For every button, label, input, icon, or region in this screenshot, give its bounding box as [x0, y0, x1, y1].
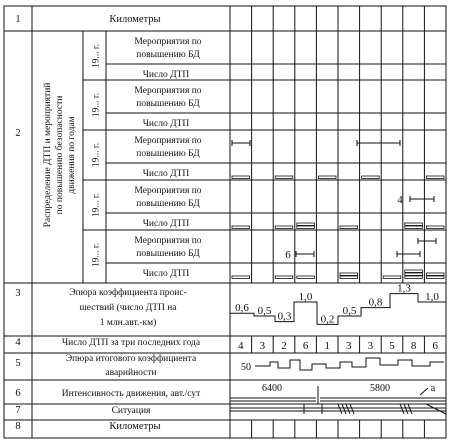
- accident-count: 4: [238, 340, 244, 352]
- svg-text:шествий (число ДТП на: шествий (число ДТП на: [79, 303, 177, 313]
- accidents-label: Число ДТП: [142, 269, 190, 279]
- svg-text:движения по годам: движения по годам: [67, 116, 77, 194]
- coefficient-value: 0,5: [342, 305, 357, 317]
- row6-intensity-1: 6400: [262, 383, 282, 394]
- year-label: 19... г.: [91, 92, 102, 118]
- row-number-7: 7: [15, 405, 21, 416]
- row-number-5: 5: [15, 358, 21, 369]
- row5-epure-line: [255, 358, 444, 370]
- measures-label: повышению БД: [136, 249, 200, 259]
- accident-mark: [362, 176, 380, 178]
- row6-intensity-2: 5800: [370, 383, 390, 394]
- accident-count: 2: [281, 340, 287, 352]
- accident-mark: [297, 276, 315, 278]
- row5-label: [66, 353, 197, 378]
- accident-count: 5: [389, 340, 395, 352]
- measures-label: Мероприятия по: [134, 186, 202, 196]
- row2-vertical-heading: [42, 83, 77, 228]
- accident-mark: [405, 270, 423, 272]
- measures-label: Мероприятия по: [134, 37, 202, 47]
- accident-count: 3: [259, 340, 266, 352]
- accident-count: 1: [324, 340, 330, 352]
- coefficient-value: 0,2: [320, 313, 335, 326]
- measure-label: 4: [397, 194, 403, 206]
- accident-mark: [340, 273, 358, 275]
- accident-mark: [275, 176, 293, 178]
- row5-value: 50: [241, 362, 251, 373]
- measures-label: Мероприятия по: [134, 86, 202, 96]
- accident-count: 8: [410, 340, 417, 352]
- year-block: [92, 86, 202, 129]
- accident-mark: [318, 176, 336, 178]
- accidents-label: Число ДТП: [142, 169, 190, 179]
- year-block: [92, 236, 202, 279]
- accidents-label: Число ДТП: [142, 219, 190, 229]
- accident-mark: [297, 226, 315, 228]
- row-number-1: 1: [15, 14, 21, 25]
- accident-mark: [405, 276, 423, 278]
- row-number-2: 2: [15, 128, 21, 139]
- accident-count: 6: [432, 340, 438, 352]
- accident-mark: [275, 276, 293, 278]
- svg-text:аварийности: аварийности: [105, 368, 157, 378]
- accident-mark: [426, 176, 444, 178]
- measure-label: 6: [285, 249, 291, 261]
- measures-label: повышению БД: [136, 99, 200, 109]
- coefficient-value: 0,8: [368, 296, 383, 309]
- accident-mark: [426, 276, 444, 278]
- svg-text:по повышению безопасности: по повышению безопасности: [55, 95, 65, 215]
- row-number-4: 4: [15, 337, 21, 348]
- measures-label: повышению БД: [136, 199, 200, 209]
- accident-mark: [405, 226, 423, 228]
- coefficient-value: 1,0: [425, 291, 439, 303]
- year-label: 19... г.: [91, 242, 102, 268]
- coefficient-value: 0,6: [235, 302, 249, 315]
- year-label: 19... г.: [91, 43, 102, 69]
- accidents-label: Число ДТП: [142, 70, 190, 80]
- accident-mark: [275, 226, 293, 228]
- accident-count: 3: [346, 340, 352, 352]
- coefficient-value: 1,3: [397, 282, 411, 295]
- accident-mark: [232, 226, 250, 228]
- svg-text:Распределение ДТП и мероприяти: Распределение ДТП и мероприятий: [43, 82, 53, 228]
- row8-label: Километры: [109, 421, 161, 432]
- accident-count: 6: [302, 340, 309, 352]
- accident-mark: [383, 276, 401, 278]
- accident-mark: [232, 276, 250, 278]
- row-number-6: 6: [15, 388, 21, 399]
- accidents-label: Число ДТП: [142, 119, 190, 129]
- measures-label: Мероприятия по: [134, 236, 202, 246]
- row6-marker: а: [430, 383, 436, 394]
- svg-text:Эпюра коэффициента проис-: Эпюра коэффициента проис-: [69, 288, 187, 298]
- accident-mark: [340, 226, 358, 228]
- measures-label: Мероприятия по: [134, 136, 202, 146]
- year-label: 19... г.: [91, 192, 102, 218]
- row6-label: Интенсивность движения, авт./сут: [61, 389, 201, 399]
- row-number-8: 8: [15, 421, 21, 432]
- year-block: [92, 37, 202, 80]
- row4-label: Число ДТП за три последних года: [61, 338, 201, 348]
- row3-label: [69, 287, 187, 328]
- table-grid: [4, 6, 446, 438]
- coefficient-value: 0,5: [257, 305, 272, 317]
- svg-text:Эпюра итогового коэффициента: Эпюра итогового коэффициента: [65, 354, 197, 364]
- accident-mark: [297, 223, 315, 225]
- accident-count: 3: [367, 340, 374, 352]
- row-number-3: 3: [15, 288, 21, 299]
- accident-mark: [426, 273, 444, 275]
- accident-mark: [426, 226, 444, 228]
- accident-mark: [340, 276, 358, 278]
- row7-label: Ситуация: [111, 406, 151, 416]
- coefficient-value: 1,0: [298, 291, 313, 303]
- measures-label: повышению БД: [136, 50, 200, 60]
- row1-label: Километры: [109, 14, 161, 25]
- measures-label: повышению БД: [136, 149, 200, 159]
- year-blocks: [92, 37, 445, 279]
- row3-coefficient-epure: [230, 283, 446, 326]
- coefficient-value: 0,3: [277, 310, 292, 323]
- year-label: 19... г.: [91, 142, 102, 168]
- svg-text:1 млн.авт.-км): 1 млн.авт.-км): [99, 318, 157, 328]
- year-block: [92, 136, 202, 179]
- row7-situation-sketch: [230, 404, 446, 414]
- accident-mark: [232, 176, 250, 178]
- accident-mark: [405, 273, 423, 275]
- accident-mark: [405, 223, 423, 225]
- year-block: [92, 186, 202, 229]
